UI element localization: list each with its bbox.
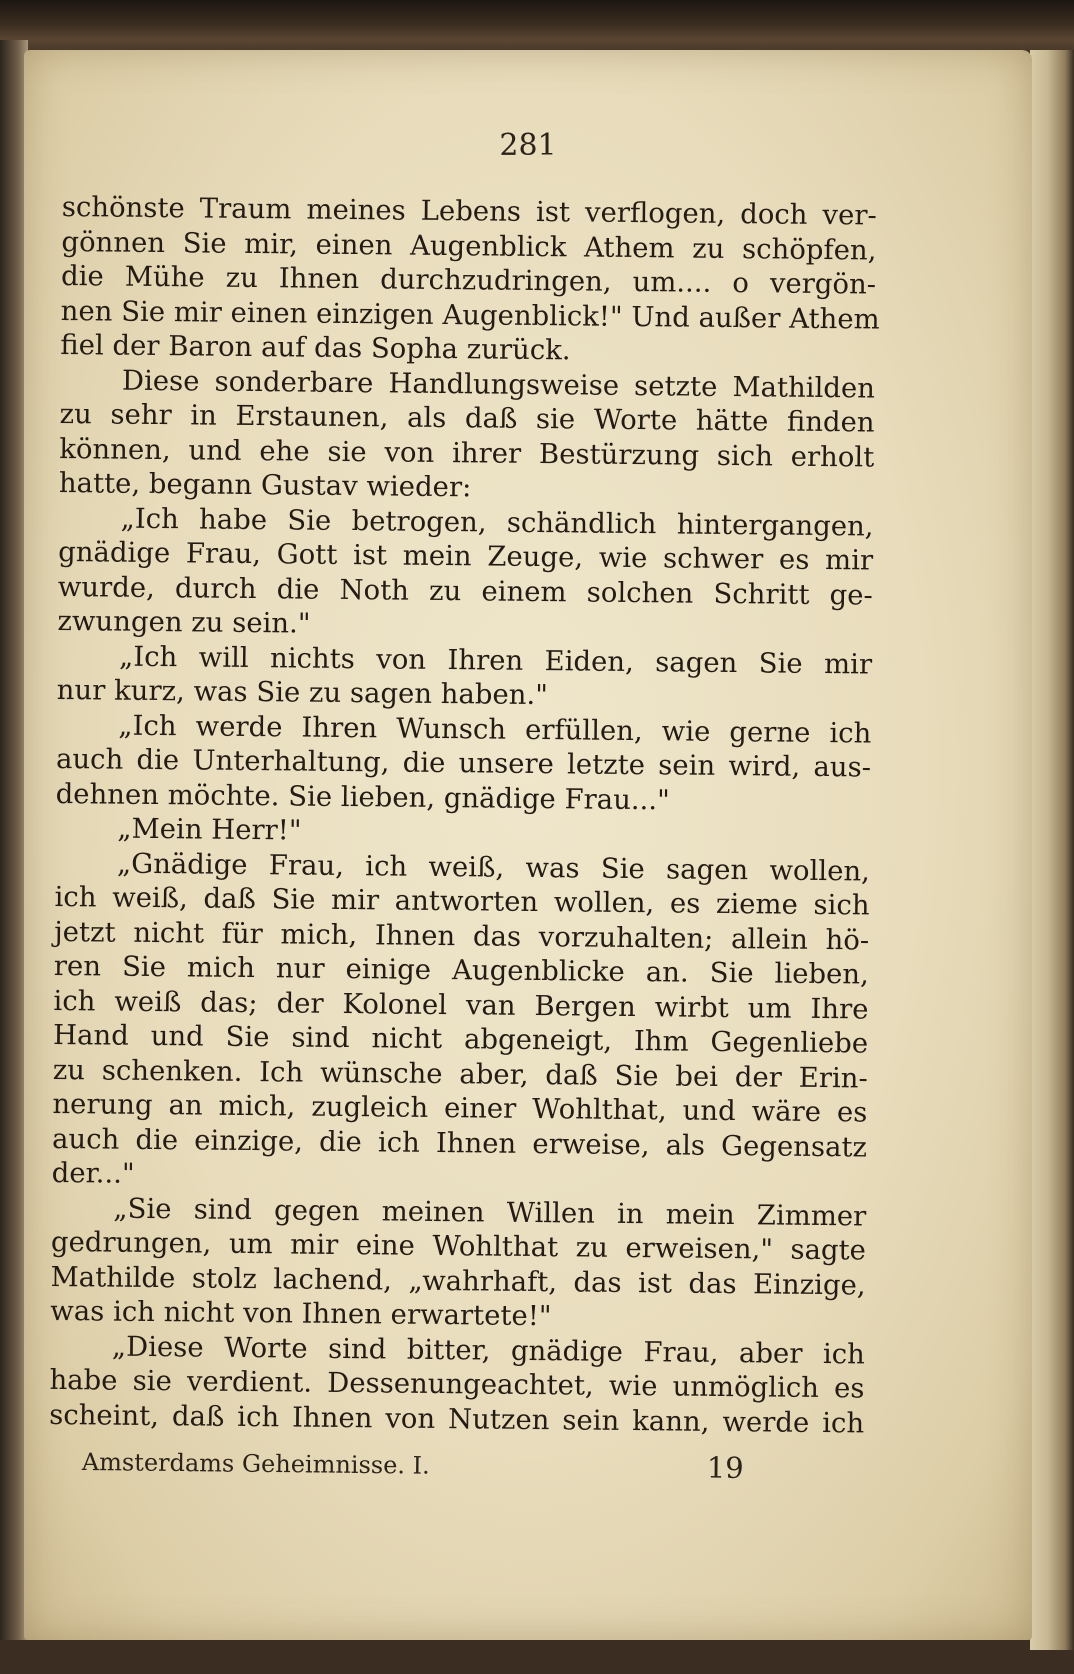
signature-mark: 19	[706, 1450, 744, 1485]
text-line: „Ich will nichts von Ihren Eiden, sagen Sie mir	[118, 640, 873, 681]
text-line: auch die einzige, die ich Ihnen erweise, als Gegensatz	[51, 1122, 868, 1163]
text-line: habe sie verdient. Dessenungeachtet, wie unmöglich es	[49, 1363, 865, 1405]
text-line: nerung an mich, zugleich einer Wohlthat, und wäre es	[52, 1087, 868, 1129]
text-line: jetzt nicht für mich, Ihnen das vorzuhalten; allein hö-	[54, 915, 870, 956]
text-line: was ich nicht von Ihnen erwartete!"	[50, 1294, 552, 1333]
page-number: 281	[499, 128, 557, 163]
text-line: Hand und Sie sind nicht abgeneigt, Ihm Gegenliebe	[52, 1018, 869, 1060]
text-line: „Gnädige Frau, ich weiß, was Sie sagen wollen,	[116, 847, 871, 887]
text-line: „Ich werde Ihren Wunsch erfüllen, wie gerne ich	[118, 709, 872, 750]
text-line: Diese sonderbare Handlungsweise setzte Mathilden	[121, 364, 876, 405]
text-line: auch die Unterhaltung, die unsere letzte sein wird, aus-	[55, 742, 872, 784]
text-line: zu sehr in Erstaunen, als daß sie Worte hätte finden	[59, 397, 875, 439]
text-line: gnädige Frau, Gott ist mein Zeuge, wie schwer es mir	[58, 535, 874, 577]
text-line: gedrungen, um mir eine Wohlthat zu erweisen," sagte	[50, 1225, 867, 1267]
text-line: „Mein Herr!"	[117, 812, 302, 847]
page-edges	[1030, 50, 1074, 1650]
text-line: „Sie sind gegen meinen Willen in mein Zimmer	[113, 1192, 867, 1232]
text-line: dehnen möchte. Sie lieben, gnädige Frau..."	[55, 777, 670, 816]
text-line: nen Sie mir einen einzigen Augenblick!" Und außer Athem	[60, 294, 880, 336]
text-line: „Diese Worte sind bitter, gnädige Frau, aber ich	[111, 1330, 866, 1370]
page-footer	[82, 1448, 782, 1483]
text-line: Mathilde stolz lachend, „wahrhaft, das ist das Einzige,	[50, 1260, 866, 1301]
text-line: wurde, durch die Noth zu einem solchen Schritt ge-	[57, 570, 873, 612]
text-line: „Ich habe Sie betrogen, schändlich hintergangen,	[120, 502, 874, 543]
text-line: ich weiß das; der Kolonel van Bergen wirbt um Ihre	[53, 984, 869, 1025]
text-line: fiel der Baron auf das Sopha zurück.	[60, 328, 571, 367]
body-text	[49, 190, 880, 1440]
text-line: gönnen Sie mir, einen Augenblick Athem zu schöpfen,	[61, 225, 877, 267]
text-line: die Mühe zu Ihnen durchzudringen, um.... o vergön-	[60, 259, 877, 301]
text-line: ich weiß, daß Sie mir antworten wollen, es zieme sich	[54, 880, 870, 922]
text-line: schönste Traum meines Lebens ist verflogen, doch ver-	[61, 190, 877, 232]
text-line: scheint, daß ich Ihnen von Nutzen sein kann, werde ich	[49, 1398, 865, 1439]
text-line: hatte, begann Gustav wieder:	[58, 466, 472, 504]
signature-title: Amsterdams Geheimnisse. I.	[81, 1448, 430, 1480]
text-line: können, und ehe sie von ihrer Bestürzung sich erholt	[59, 432, 875, 474]
book-page	[24, 50, 1032, 1640]
text-line: ren Sie mich nur einige Augenblicke an. Sie lieben,	[53, 949, 869, 991]
text-line: der..."	[51, 1156, 135, 1190]
text-line: nur kurz, was Sie zu sagen haben."	[56, 673, 549, 712]
text-line: zu schenken. Ich wünsche aber, daß Sie bei der Erin-	[52, 1053, 868, 1094]
text-line: zwungen zu sein."	[57, 604, 311, 640]
